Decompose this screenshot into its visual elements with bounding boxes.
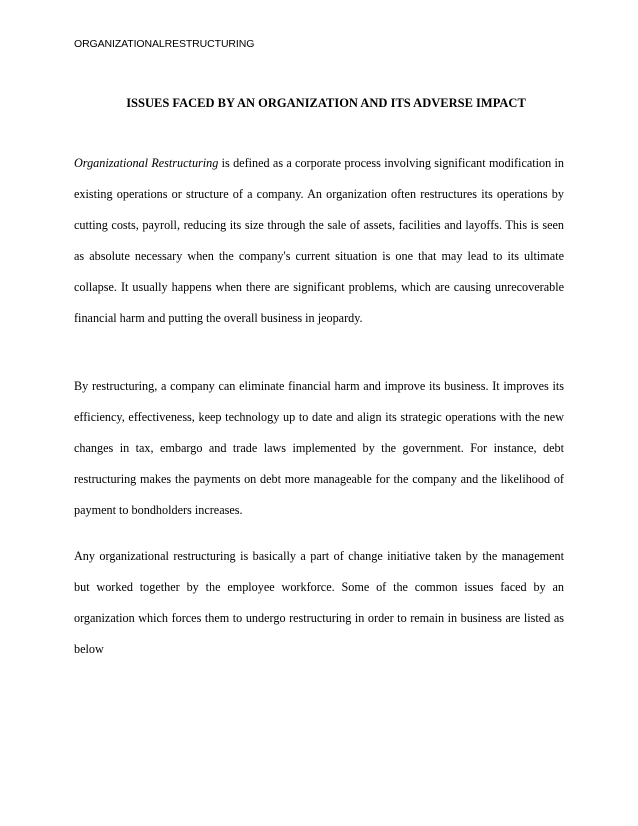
defined-term: Organizational Restructuring bbox=[74, 156, 219, 170]
paragraph-1 bbox=[74, 148, 564, 334]
running-header: ORGANIZATIONALRESTRUCTURING bbox=[74, 38, 255, 50]
document-title: ISSUES FACED BY AN ORGANIZATION AND ITS ADVERSE IMPACT bbox=[126, 96, 526, 110]
paragraph-2: By restructuring, a company can eliminate financial harm and improve its business. It improves its efficiency, effectiveness, keep technology up to date and align its strategic operations with the new changes in tax, embargo and trade laws implemented by the government. For instance, debt restructuring makes the payments on debt more manageable for the company and the likelihood of payment to bondholders increases. bbox=[74, 379, 564, 517]
paragraph-1-text: is defined as a corporate process involving significant modification in existing operations or structure of a company. An organization often restructures its operations by cutting costs, payroll, reducing its size through the sale of assets, facilities and layoffs. This is seen as absolute necessary when the company's current situation is one that may lead to its ultimate collapse. It usually happens when there are significant problems, which are causing unrecoverable financial harm and putting the overall business in jeopardy. bbox=[74, 156, 564, 325]
paragraph-3: Any organizational restructuring is basically a part of change initiative taken by the management but worked together by the employee workforce. Some of the common issues faced by an organization which forces them to undergo restructuring in order to remain in business are listed as below bbox=[74, 549, 564, 656]
